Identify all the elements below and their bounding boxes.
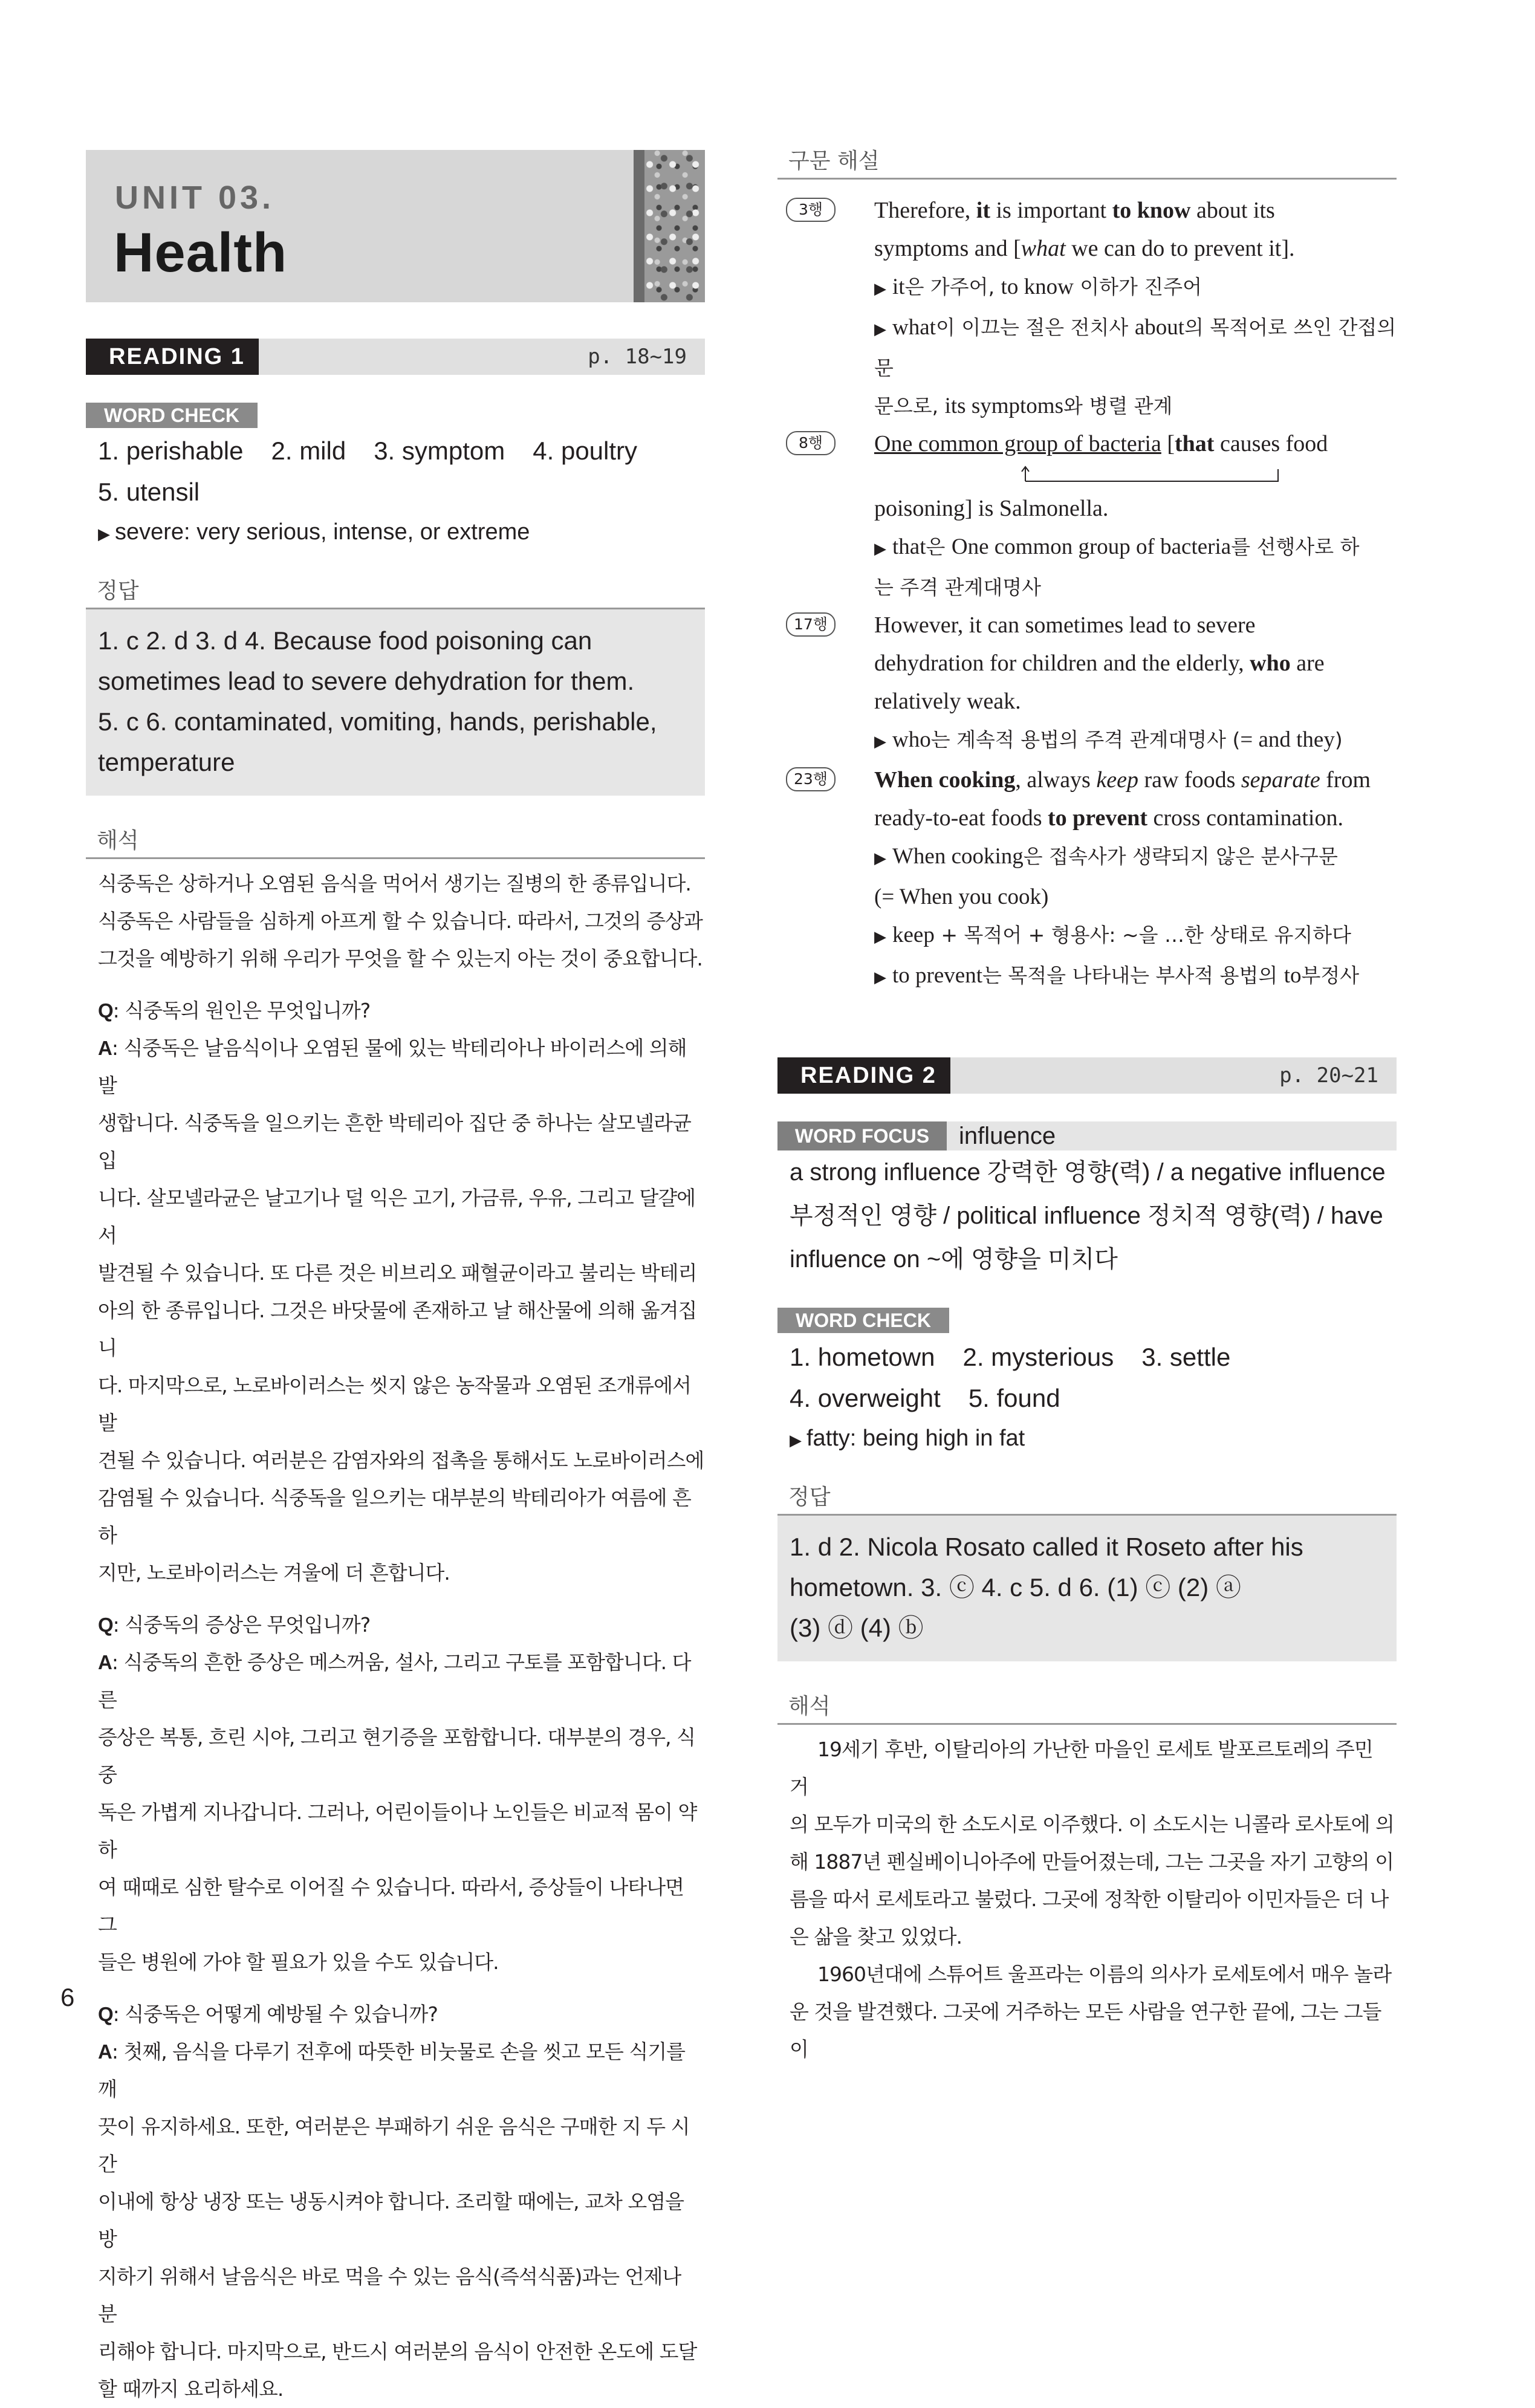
triangle-icon: ▶ [790,1431,802,1449]
reading2-label: READING 2 [777,1057,950,1094]
grammar-sentence: poisoning] is Salmonella. [874,496,1109,521]
translation-section [777,1690,1397,2068]
q-mark: Q [98,999,113,1022]
qa-block [86,992,705,1592]
question-text: : 식중독은 어떻게 예방될 수 있습니까? [112,2002,438,2026]
a-mark: A [98,1037,112,1059]
word-check-line [777,1337,1397,1378]
text-line: 식중독은 사람들을 심하게 아프게 할 수 있습니다. 따라서, 그것의 증상과 [98,909,703,933]
answer-line: 1. d 2. Nicola Rosato called it Roseto after his [790,1533,1303,1561]
answer-box [86,609,705,796]
text-line: 식중독은 상하거나 오염된 음식을 먹어서 생기는 질병의 한 종류입니다. [98,872,691,895]
text-line: 름을 따서 로세토라고 불렀다. 그곳에 정착한 이탈리아 이민자들은 더 나 [790,1887,1389,1911]
grammar-sentence: One common group of bacteria [that causes food [874,431,1328,456]
word-check-item: 1. hometown [790,1343,935,1371]
line-number-badge: 17행 [786,612,836,637]
a-mark: A [98,2040,112,2063]
text-line: 그것을 예방하기 위해 우리가 무엇을 할 수 있는지 아는 것이 중요합니다. [98,947,703,970]
text-line: 부정적인 영향 / political influence 정치적 영향(력) / have [790,1202,1383,1229]
text-line: 지하기 위해서 날음식은 바로 먹을 수 있는 음식(즉석식품)과는 언제나 분 [98,2265,681,2326]
word-check-label: WORD CHECK [86,403,258,428]
reading2-pages: p. 20~21 [1279,1063,1378,1088]
qa-block [86,1996,705,2408]
grammar-note: 문으로, its symptoms와 병렬 관계 [874,394,1173,418]
text-line: 은 삶을 찾고 있었다. [790,1925,962,1949]
grammar-sentence: dehydration for children and the elderly, who are [874,651,1325,676]
word-check-note [777,1419,1397,1459]
text-line: 리해야 합니다. 마지막으로, 반드시 여러분의 음식이 안전한 온도에 도달 [98,2340,697,2363]
grammar-item [777,425,1397,606]
qa-block [86,1606,705,1981]
unit-header [86,150,705,302]
question-text: : 식중독의 원인은 무엇입니까? [112,999,371,1022]
reading2-bar [777,1057,1397,1094]
text-line: 독은 가볍게 지나갑니다. 그러나, 어린이들이나 노인들은 비교적 몸이 약하 [98,1800,697,1861]
word-check-label: WORD CHECK [777,1308,949,1333]
text-line: 의 모두가 미국의 한 소도시로 이주했다. 이 소도시는 니콜라 로사토에 의 [790,1812,1394,1836]
text-line: 발견될 수 있습니다. 또 다른 것은 비브리오 패혈균이라고 불리는 박테리 [98,1261,697,1285]
word-check-note [86,513,705,553]
line-number-badge: 3행 [786,198,836,222]
answer-line: sometimes lead to severe dehydration for them. [98,667,635,695]
word-check-item: 1. perishable [98,436,244,465]
grammar-sentence: ready-to-eat foods to prevent cross contamination. [874,805,1343,831]
answer-section [86,575,705,796]
word-check-note-text: severe: very serious, intense, or extreme [115,519,530,545]
grammar-item [777,606,1397,761]
q-mark: Q [98,2003,113,2025]
line-number-badge: 23행 [786,767,836,791]
word-check-item: 5. utensil [98,478,200,506]
word-check-section [777,1308,1397,1459]
text-line: 끗이 유지하세요. 또한, 여러분은 부패하기 쉬운 음식은 구매한 지 두 시간 [98,2115,690,2176]
answer-line: hometown. 3. ⓒ 4. c 5. d 6. (1) ⓒ (2) ⓐ [790,1573,1241,1602]
line-number-badge: 8행 [786,431,836,455]
grammar-sentence: When cooking, always keep raw foods separate from [874,767,1371,793]
grammar-note: ▶ that은 One common group of bacteria를 선행사로 하 [874,534,1360,559]
text-line: 해 1887년 펜실베이니아주에 만들어졌는데, 그는 그곳을 자기 고향의 이 [790,1850,1394,1874]
translation-intro [86,865,705,978]
word-check-item: 5. found [968,1384,1060,1412]
grammar-sentence: relatively weak. [874,689,1021,714]
text-line: 19세기 후반, 이탈리아의 가난한 마을인 로세토 발포르토레의 주민 거 [790,1738,1373,1799]
unit-title: Health [114,222,288,284]
word-check-line [777,1378,1397,1419]
text-line: 생합니다. 식중독을 일으키는 흔한 박테리아 집단 중 하나는 살모넬라균입 [98,1111,691,1172]
grammar-note: ▶ who는 계속적 용법의 주격 관계대명사 (= and they) [874,727,1343,752]
grammar-item [777,192,1397,425]
answer-line: 1. c 2. d 3. d 4. Because food poisoning can [98,626,592,655]
answer-box [777,1516,1397,1661]
text-line: influence on ~에 영향을 미치다 [790,1246,1118,1273]
grammar-note: ▶ what이 이끄는 절은 전치사 about의 목적어로 쓰인 간접의문 [874,315,1397,380]
word-focus-section [777,1121,1397,1281]
grammar-note: ▶ When cooking은 접속사가 생략되지 않은 분사구문 [874,844,1338,869]
grammar-note: ▶ it은 가주어, to know 이하가 진주어 [874,274,1202,299]
answer-label: 정답 [86,575,705,609]
answer-section [777,1481,1397,1661]
text-line: 다. 마지막으로, 노로바이러스는 씻지 않은 농작물과 오염된 조개류에서 발 [98,1374,691,1435]
reading1-bar [86,339,705,375]
grammar-sentence: However, it can sometimes lead to severe [874,612,1256,638]
decorative-pattern [634,150,705,302]
translation-label: 해석 [86,825,705,859]
answer-line: 5. c 6. contaminated, vomiting, hands, perishable, [98,707,657,736]
grammar-note: ▶ to prevent는 목적을 나타내는 부사적 용법의 to부정사 [874,963,1360,988]
text-line: 니다. 살모넬라균은 날고기나 덜 익은 고기, 가금류, 우유, 그리고 달걀에서 [98,1186,695,1247]
word-focus-label: WORD FOCUS [777,1121,947,1150]
bracket-arrow-icon [874,463,1297,487]
word-check-line [86,472,705,513]
answer-label: 정답 [777,1481,1397,1516]
word-check-item: 2. mild [271,436,346,465]
word-check-item: 3. symptom [374,436,505,465]
text-line: 견될 수 있습니다. 여러분은 감염자와의 접촉을 통해서도 노로바이러스에 [98,1449,704,1472]
word-check-section [86,403,705,553]
text-line: 1960년대에 스튜어트 울프라는 이름의 의사가 로세토에서 매우 놀라 [817,1962,1392,1986]
word-check-item: 3. settle [1141,1343,1231,1371]
page-number: 6 [60,1983,75,2011]
reading1-pages: p. 18~19 [588,345,687,369]
word-check-item: 2. mysterious [962,1343,1114,1371]
text-line: 이내에 항상 냉장 또는 냉동시켜야 합니다. 조리할 때에는, 교차 오염을 방 [98,2190,684,2251]
text-line: a strong influence 강력한 영향(력) / a negative influence [790,1159,1386,1186]
grammar-note: (= When you cook) [874,884,1049,909]
word-check-line [86,430,705,472]
text-line: : 식중독의 흔한 증상은 메스꺼움, 설사, 그리고 구토를 포함합니다. 다른 [98,1650,691,1712]
grammar-list [777,192,1397,997]
word-check-note-text: fatty: being high in fat [806,1426,1025,1451]
text-line: 들은 병원에 가야 할 필요가 있을 수도 있습니다. [98,1950,499,1974]
unit-number: UNIT 03. [115,180,275,216]
word-check-item: 4. overweight [790,1384,941,1412]
q-mark: Q [98,1614,113,1636]
grammar-note: ▶ keep + 목적어 + 형용사: ~을 …한 상태로 유지하다 [874,923,1352,947]
text-line: : 첫째, 음식을 다루기 전후에 따뜻한 비눗물로 손을 씻고 모든 식기를 깨 [98,2040,686,2101]
translation-body [777,1731,1397,2068]
answer-line: temperature [98,748,235,776]
word-focus-word: influence [959,1122,1056,1149]
grammar-item [777,761,1397,997]
translation-label: 해석 [777,1690,1397,1725]
right-column [777,145,1397,2068]
word-check-item: 4. poultry [533,436,638,465]
grammar-label: 구문 해설 [777,145,1397,180]
left-column [86,150,705,2408]
translation-section [86,825,705,2408]
text-line: 증상은 복통, 흐린 시야, 그리고 현기증을 포함합니다. 대부분의 경우, 식중 [98,1725,695,1787]
grammar-sentence: Therefore, it is important to know about its [874,198,1275,223]
a-mark: A [98,1651,112,1673]
text-line: : 식중독은 날음식이나 오염된 물에 있는 박테리아나 바이러스에 의해 발 [98,1036,687,1097]
grammar-note: 는 주격 관계대명사 [874,576,1042,599]
text-line: 감염될 수 있습니다. 식중독을 일으키는 대부분의 박테리아가 여름에 흔하 [98,1486,691,1547]
text-line: 지만, 노로바이러스는 겨울에 더 흔합니다. [98,1561,450,1585]
text-line: 여 때때로 심한 탈수로 이어질 수 있습니다. 따라서, 증상들이 나타나면 그 [98,1875,684,1936]
text-line: 아의 한 종류입니다. 그것은 바닷물에 존재하고 날 해산물에 의해 옮겨집니 [98,1299,697,1360]
grammar-sentence: symptoms and [what we can do to prevent it]. [874,236,1295,261]
text-line: 운 것을 발견했다. 그곳에 거주하는 모든 사람을 연구한 끝에, 그는 그들이 [790,2000,1381,2061]
triangle-icon: ▶ [98,525,110,543]
reading1-label: READING 1 [86,339,259,375]
answer-line: (3) ⓓ (4) ⓑ [790,1614,924,1642]
text-line: 할 때까지 요리하세요. [98,2377,284,2401]
word-focus-bar [777,1121,1397,1150]
question-text: : 식중독의 증상은 무엇입니까? [112,1613,371,1637]
bracket-arrow [874,463,1397,490]
